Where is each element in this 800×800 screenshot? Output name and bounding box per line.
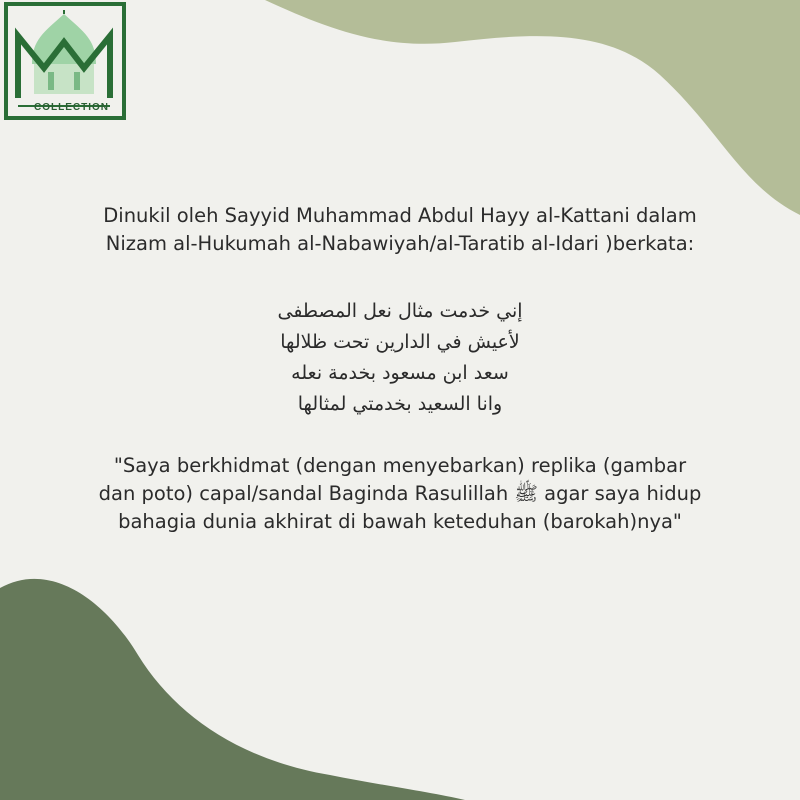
- poem-line: وانا السعيد بخدمتي لمثالها: [297, 393, 503, 415]
- intro-text: [40, 202, 760, 258]
- poem-line: لأعيش في الدارين تحت ظلالها: [280, 331, 520, 353]
- top-right-shape: [265, 0, 800, 215]
- bottom-left-shape: [0, 579, 465, 800]
- arabic-poem: [40, 296, 760, 420]
- translation-line: bahagia dunia akhirat di bawah keteduhan (barokah)nya": [118, 510, 682, 533]
- translation-line: "Saya berkhidmat (dengan menyebarkan) replika (gambar: [113, 454, 687, 477]
- poem-line: سعد ابن مسعود بخدمة نعله: [291, 362, 509, 384]
- logo-collection-text: COLLECTION: [34, 102, 109, 113]
- brand-logo: [4, 2, 126, 120]
- quote-content: [40, 202, 760, 536]
- translation-text: [40, 452, 760, 536]
- poem-line: إني خدمت مثال نعل المصطفى: [277, 300, 523, 322]
- translation-line: dan poto) capal/sandal Baginda Rasulillah ﷺ agar saya hidup: [98, 482, 702, 505]
- intro-line: Nizam al-Hukumah al-Nabawiyah/al-Taratib al-Idari )berkata:: [105, 232, 695, 255]
- intro-line: Dinukil oleh Sayyid Muhammad Abdul Hayy al-Kattani dalam: [103, 204, 697, 227]
